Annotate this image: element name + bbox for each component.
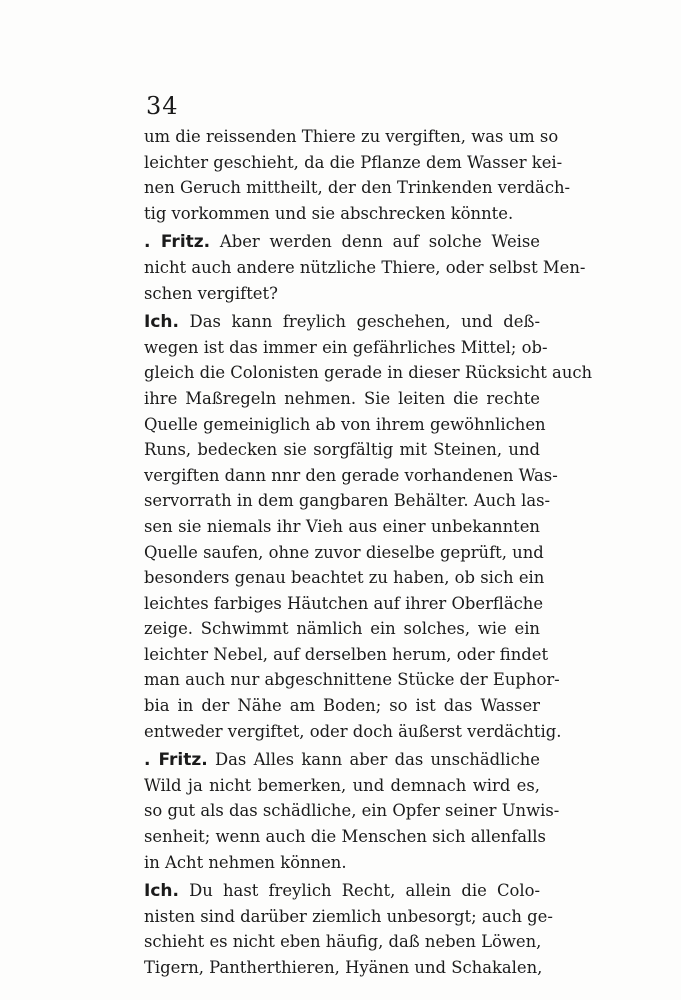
text-line: Das Alles kann aber das unschädliche — [215, 750, 541, 770]
dialogue-paragraph-ich — [144, 878, 553, 980]
text-line: servorrath in dem gangbaren Behälter. Auch las- — [144, 491, 551, 511]
text-line-first — [144, 747, 540, 773]
text-line: schieht es nicht eben häufig, daß neben Löwen, — [144, 932, 542, 952]
text-line: entweder vergiftet, oder doch äußerst verdächtig. — [144, 721, 562, 741]
text-line: Du hast freylich Recht, allein die Colo- — [189, 881, 541, 901]
text-line: zeige. Schwimmt nämlich ein solches, wie ein — [144, 619, 540, 639]
text-line: Aber werden denn auf solche Weise — [219, 232, 541, 252]
text-line: Quelle gemeiniglich ab von ihrem gewöhnlichen — [144, 414, 546, 434]
text-line: Quelle saufen, ohne zuvor dieselbe geprüft, und — [144, 542, 544, 562]
text-line: sen sie niemals ihr Vieh aus einer unbekannten — [144, 516, 540, 536]
text-line-first — [144, 878, 540, 904]
text-line: man auch nur abgeschnittene Stücke der Euphor- — [144, 670, 560, 690]
speaker-name: . Fritz. — [144, 232, 211, 253]
text-line: vergiften dann nnr den gerade vorhandenen Was- — [144, 465, 558, 485]
dialogue-paragraph-fritz — [144, 747, 560, 875]
text-line: nisten sind darüber ziemlich unbesorgt; auch ge- — [144, 906, 553, 926]
text-line: bia in der Nähe am Boden; so ist das Wasser — [144, 696, 540, 716]
text-line: besonders genau beachtet zu haben, ob sich ein — [144, 568, 545, 588]
text-line: nen Geruch mittheilt, der den Trinkenden verdäch- — [144, 178, 571, 198]
text-line: tig vorkommen und sie abschrecken könnte. — [144, 203, 514, 223]
text-line: Tigern, Pantherthieren, Hyänen und Schakalen, — [144, 958, 543, 977]
dialogue-paragraph-fritz — [144, 229, 586, 306]
text-line-first — [144, 229, 540, 255]
text-line: nicht auch andere nützliche Thiere, oder selbst Men- — [144, 257, 586, 277]
text-line: leichter geschieht, da die Pflanze dem Wasser kei- — [144, 152, 563, 172]
text-line: senheit; wenn auch die Menschen sich allenfalls — [144, 827, 546, 847]
text-line: gleich die Colonisten gerade in dieser Rücksicht auch — [144, 363, 593, 383]
dialogue-paragraph-ich — [144, 309, 593, 744]
speaker-name: Ich. — [144, 881, 179, 902]
speaker-name: Ich. — [144, 312, 179, 333]
text-line: so gut als das schädliche, ein Opfer seiner Unwis- — [144, 801, 560, 821]
text-line: Das kann freylich geschehen, und deß- — [189, 312, 540, 332]
text-line: um die reissenden Thiere zu vergiften, was um so — [144, 127, 559, 146]
text-line: leichtes farbiges Häutchen auf ihrer Oberfläche — [144, 593, 544, 613]
text-line: ihre Maßregeln nehmen. Sie leiten die rechte — [144, 388, 540, 408]
text-line: schen vergiftet? — [144, 283, 278, 303]
text-line: wegen ist das immer ein gefährliches Mittel; ob- — [144, 337, 548, 357]
text-line: leichter Nebel, auf derselben herum, oder findet — [144, 644, 549, 664]
speaker-name: . Fritz. — [144, 750, 208, 771]
text-line: in Acht nehmen können. — [144, 852, 347, 872]
text-line: Wild ja nicht bemerken, und demnach wird es, — [144, 775, 540, 795]
page-number: 34 — [146, 92, 179, 120]
body-text — [144, 124, 593, 981]
paragraph — [144, 124, 571, 226]
text-line: Runs, bedecken sie sorgfältig mit Steinen, und — [144, 440, 540, 460]
text-line-first — [144, 309, 540, 335]
